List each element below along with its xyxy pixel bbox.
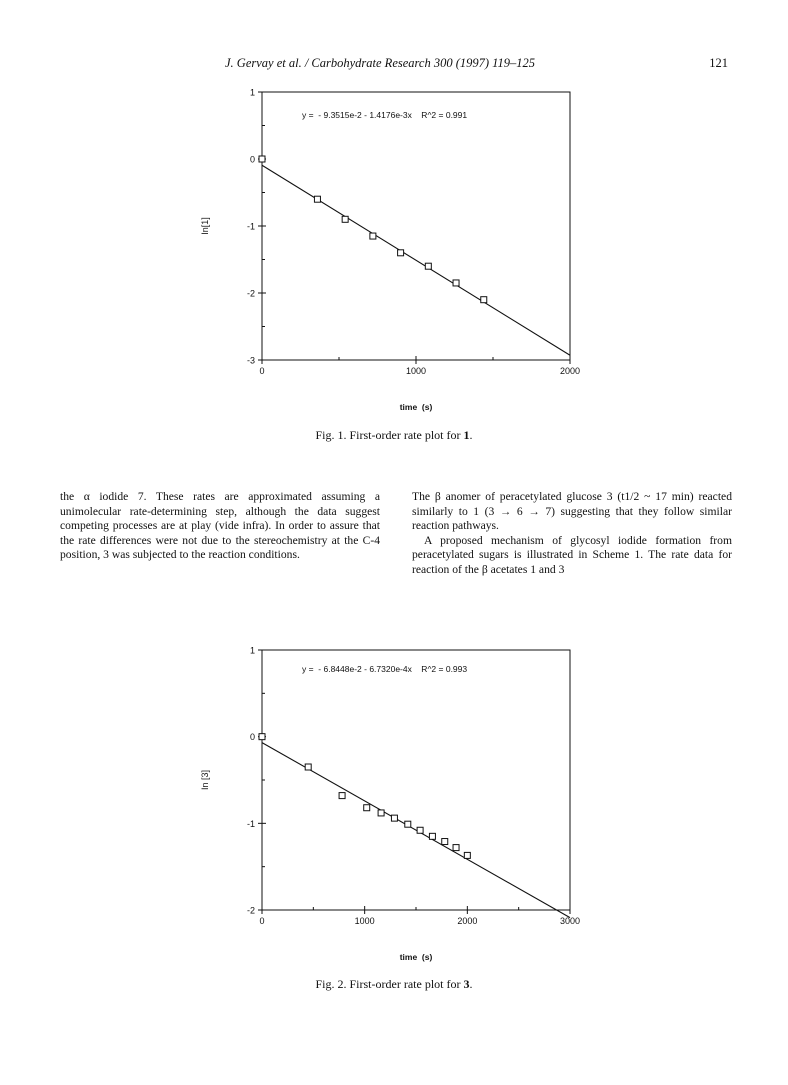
data-point [259,734,265,740]
data-point [405,821,411,827]
figure-2-chart [0,640,788,970]
running-header [60,56,728,74]
body-left-paragraph: the α iodide 7. These rates are approximated assuming a unimolecular rate-determining step, although the data suggest competing processes are at play (vide infra). In order to assure that the rate differences were not due to the stereochemistry at the C-4 position, 3 was subjected to the reaction conditions. [60,490,380,562]
data-point [305,764,311,770]
page-number: 121 [709,56,728,70]
figure-2-caption [0,977,788,992]
y-tick-label: 1 [249,645,255,656]
figure-1-caption-compound: 1 [463,428,470,442]
y-tick-label: -1 [246,221,255,232]
figure-1-caption [0,428,788,443]
data-point [314,196,320,202]
data-point [442,839,448,845]
y-tick-label: -2 [246,905,255,916]
fit-equation: y = - 6.8448e-2 - 6.7320e-4x R^2 = 0.993 [302,664,468,674]
figure-1-chart [0,80,788,420]
y-tick-label: -3 [246,355,255,366]
y-tick-label: -1 [246,818,255,829]
data-point [453,845,459,851]
x-axis-label: time (s) [399,952,433,962]
figure-1-caption-end: . [469,428,473,442]
y-tick-label: -2 [246,288,255,299]
fit-equation: y = - 9.3515e-2 - 1.4176e-3x R^2 = 0.991 [302,110,468,120]
data-point [453,280,459,286]
data-point [391,815,397,821]
data-point [339,793,345,799]
data-point [398,250,404,256]
y-tick-label: 0 [249,732,255,743]
y-tick-label: 0 [249,154,255,165]
y-axis-label: In[1] [200,217,210,235]
data-point [370,233,376,239]
body-left-column [60,490,380,563]
x-tick-label: 1000 [405,366,427,376]
data-point [429,833,435,839]
body-right-paragraph-2: A proposed mechanism of glycosyl iodide formation from peracetylated sugars is illustrated in Scheme 1. The rate data for reaction of the β acetates 1 and 3 [412,533,732,576]
data-point [417,827,423,833]
x-tick-label: 0 [259,916,265,926]
plot-frame [262,650,570,910]
fit-line [262,165,570,355]
body-right-paragraph-1: The β anomer of peracetylated glucose 3 (t1/2 ~ 17 min) reacted similarly to 1 (3 → 6 → 7) suggesting that they follow similar reaction pathways. [412,490,732,533]
x-tick-label: 2000 [559,366,581,376]
figure-2-caption-text: Fig. 2. First-order rate plot for [315,977,464,991]
data-point [425,263,431,269]
plot-frame [262,92,570,360]
data-point [378,810,384,816]
x-tick-label: 0 [259,366,265,376]
journal-citation: J. Gervay et al. / Carbohydrate Research 300 (1997) 119–125 [225,56,536,70]
data-point [464,852,470,858]
data-point [342,216,348,222]
data-point [364,805,370,811]
figure-2-caption-end: . [469,977,473,991]
x-axis-label: time (s) [399,402,433,412]
body-right-column [412,490,732,578]
y-axis-label: In [3] [200,769,210,791]
x-tick-label: 3000 [559,916,581,926]
x-tick-label: 1000 [354,916,375,926]
data-point [259,156,265,162]
data-point [481,297,487,303]
y-tick-label: 1 [249,87,255,98]
figure-1-caption-text: Fig. 1. First-order rate plot for [315,428,464,442]
x-tick-label: 2000 [457,916,478,926]
figure-2-caption-compound: 3 [463,977,470,991]
